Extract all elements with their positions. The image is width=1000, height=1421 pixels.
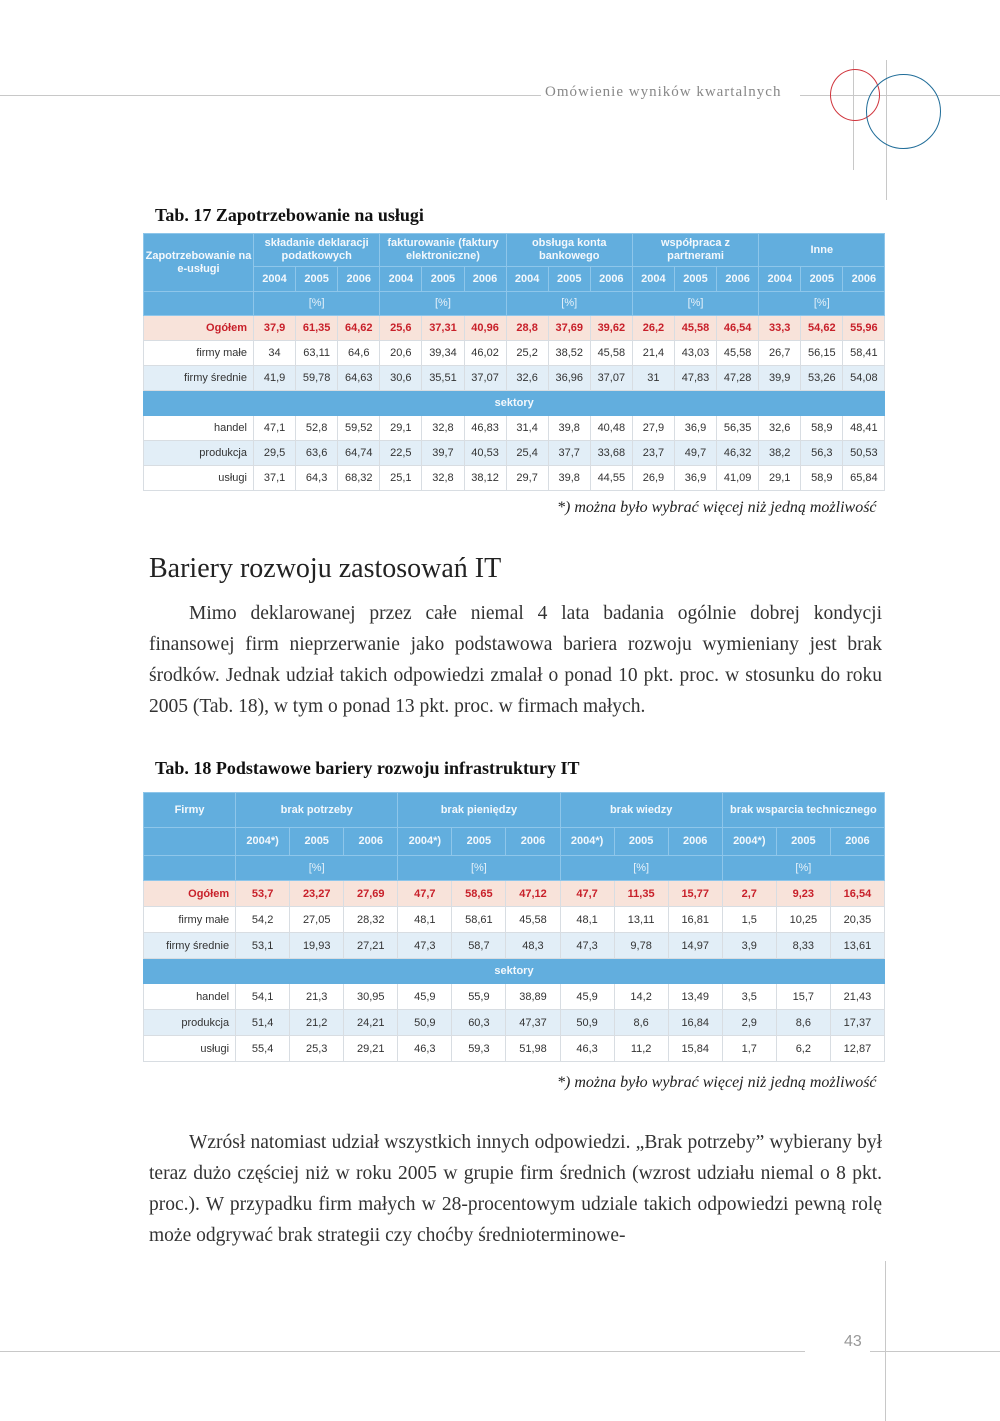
- cell-value: 6,2: [776, 1036, 830, 1062]
- cell-value: 46,32: [717, 441, 759, 466]
- cell-value: 39,9: [759, 366, 801, 391]
- section-title: Bariery rozwoju zastosowań IT: [149, 553, 502, 584]
- cell-value: 47,37: [506, 1010, 560, 1036]
- table-18-empty-header: [144, 856, 236, 881]
- table-17-year-header: 2006: [590, 267, 632, 292]
- cell-value: 14,2: [614, 984, 668, 1010]
- table-17-empty-header: [144, 292, 254, 316]
- table-18-year-header: 2005: [614, 828, 668, 856]
- table-17-group-header: Inne: [759, 234, 885, 267]
- table-18-unit-header: [%]: [560, 856, 722, 881]
- cell-value: 58,9: [801, 416, 843, 441]
- cell-value: 58,9: [801, 466, 843, 491]
- cell-value: 28,32: [344, 907, 398, 933]
- table-17-year-header: 2005: [548, 267, 590, 292]
- cell-value: 47,7: [560, 881, 614, 907]
- footer-rule-right: [870, 1351, 1000, 1352]
- cell-value: 3,5: [722, 984, 776, 1010]
- cell-value: 33,3: [759, 316, 801, 341]
- cell-value: 10,25: [776, 907, 830, 933]
- cell-value: 16,81: [668, 907, 722, 933]
- row-label: Ogółem: [144, 316, 254, 341]
- table-18-group-header: brak wiedzy: [560, 793, 722, 828]
- cell-value: 58,65: [452, 881, 506, 907]
- table-17-year-header: 2006: [464, 267, 506, 292]
- table-17-unit-header: [%]: [254, 292, 380, 316]
- cell-value: 39,34: [422, 341, 464, 366]
- cell-value: 27,05: [290, 907, 344, 933]
- cell-value: 29,21: [344, 1036, 398, 1062]
- cell-value: 65,84: [843, 466, 885, 491]
- row-label: usługi: [144, 1036, 236, 1062]
- cell-value: 13,61: [830, 933, 884, 959]
- table-17-footnote: *) można było wybrać więcej niż jedną możliwość: [557, 499, 877, 516]
- paragraph-2: Wzrósł natomiast udział wszystkich innych odpowiedzi. „Brak potrzeby” wybierany był teraz dużo częściej niż w roku 2005 w grupie firm średnich (wzrost udziału niemal o 8 pkt. proc.). W przypadku firm małych w 28-procentowym udziale takich odpowiedzi pewną rolę może odgrywać brak strategii czy choćby średnioterminowe-: [149, 1132, 882, 1246]
- cell-value: 48,41: [843, 416, 885, 441]
- cell-value: 50,53: [843, 441, 885, 466]
- cell-value: 64,62: [338, 316, 380, 341]
- table-18-footnote: *) można było wybrać więcej niż jedną możliwość: [557, 1074, 877, 1091]
- table-17-sector-row: [144, 391, 885, 416]
- cell-value: 12,87: [830, 1036, 884, 1062]
- cell-value: 32,8: [422, 416, 464, 441]
- table-18-empty-header: [144, 828, 236, 856]
- cell-value: 46,3: [560, 1036, 614, 1062]
- cell-value: 54,08: [843, 366, 885, 391]
- paragraph-1: Mimo deklarowanej przez całe niemal 4 lata badania ogólnie dobrej kondycji finansowej firm nieprzerwanie jako podstawowa bariera rozwoju wymieniany jest brak środków. Jednak udział takich odpowiedzi zmalał o ponad 10 pkt. proc. w stosunku do roku 2005 (Tab. 18), w tym o ponad 13 pkt. proc. w firmach małych.: [149, 603, 882, 717]
- cell-value: 40,53: [464, 441, 506, 466]
- table-17-row: [144, 366, 885, 391]
- table-18-year-header: 2006: [830, 828, 884, 856]
- cell-value: 32,6: [759, 416, 801, 441]
- cell-value: 1,5: [722, 907, 776, 933]
- table-17-group-header: składanie deklaracji podatkowych: [254, 234, 380, 267]
- table-18-unit-header: [%]: [398, 856, 560, 881]
- cell-value: 25,6: [380, 316, 422, 341]
- cell-value: 21,4: [632, 341, 674, 366]
- cell-value: 11,35: [614, 881, 668, 907]
- table-18-year-header: 2006: [668, 828, 722, 856]
- cell-value: 16,54: [830, 881, 884, 907]
- cell-value: 54,62: [801, 316, 843, 341]
- cell-value: 37,9: [254, 316, 296, 341]
- footer-vertical-rule: [885, 1261, 886, 1421]
- running-header: Omówienie wyników kwartalnych: [541, 84, 785, 101]
- cell-value: 63,11: [296, 341, 338, 366]
- cell-value: 64,6: [338, 341, 380, 366]
- table-17-year-header: 2004: [380, 267, 422, 292]
- cell-value: 25,3: [290, 1036, 344, 1062]
- cell-value: 48,1: [398, 907, 452, 933]
- cell-value: 35,51: [422, 366, 464, 391]
- table-17-year-header: 2005: [801, 267, 843, 292]
- cell-value: 56,15: [801, 341, 843, 366]
- row-label: Ogółem: [144, 881, 236, 907]
- cell-value: 33,68: [590, 441, 632, 466]
- cell-value: 59,78: [296, 366, 338, 391]
- cell-value: 25,2: [506, 341, 548, 366]
- table-18-year-header: 2005: [290, 828, 344, 856]
- table-18-sector-row: [144, 959, 885, 984]
- cell-value: 38,12: [464, 466, 506, 491]
- row-label: firmy średnie: [144, 933, 236, 959]
- cell-value: 56,3: [801, 441, 843, 466]
- table-18-unit-header: [%]: [236, 856, 398, 881]
- cell-value: 28,8: [506, 316, 548, 341]
- cell-value: 15,84: [668, 1036, 722, 1062]
- cell-value: 47,3: [560, 933, 614, 959]
- cell-value: 50,9: [560, 1010, 614, 1036]
- table-18-group-header: brak potrzeby: [236, 793, 398, 828]
- table-17-year-header: 2006: [717, 267, 759, 292]
- cell-value: 22,5: [380, 441, 422, 466]
- cell-value: 11,2: [614, 1036, 668, 1062]
- cell-value: 48,3: [506, 933, 560, 959]
- footer-rule-left: [0, 1351, 805, 1352]
- table-17-year-header: 2004: [759, 267, 801, 292]
- cell-value: 38,52: [548, 341, 590, 366]
- cell-value: 58,7: [452, 933, 506, 959]
- cell-value: 46,83: [464, 416, 506, 441]
- cell-value: 36,96: [548, 366, 590, 391]
- cell-value: 23,27: [290, 881, 344, 907]
- table-17-year-header: 2004: [506, 267, 548, 292]
- cell-value: 64,63: [338, 366, 380, 391]
- table-18-row-header: Firmy: [144, 793, 236, 828]
- table-18-year-header: 2004*): [722, 828, 776, 856]
- cell-value: 21,2: [290, 1010, 344, 1036]
- table-17: [143, 233, 885, 491]
- cell-value: 45,58: [590, 341, 632, 366]
- row-label: firmy średnie: [144, 366, 254, 391]
- cell-value: 39,62: [590, 316, 632, 341]
- row-label: handel: [144, 984, 236, 1010]
- cell-value: 25,1: [380, 466, 422, 491]
- table-18-row: [144, 984, 885, 1010]
- table-17-row: [144, 341, 885, 366]
- cell-value: 19,93: [290, 933, 344, 959]
- table-17-year-header: 2004: [632, 267, 674, 292]
- cell-value: 55,4: [236, 1036, 290, 1062]
- cell-value: 14,97: [668, 933, 722, 959]
- table-17-year-header: 2005: [296, 267, 338, 292]
- table-18-group-header: brak pieniędzy: [398, 793, 560, 828]
- cell-value: 41,09: [717, 466, 759, 491]
- row-label: firmy małe: [144, 907, 236, 933]
- cell-value: 53,26: [801, 366, 843, 391]
- cell-value: 37,07: [464, 366, 506, 391]
- cell-value: 15,77: [668, 881, 722, 907]
- cell-value: 41,9: [254, 366, 296, 391]
- cell-value: 39,8: [548, 416, 590, 441]
- cell-value: 21,3: [290, 984, 344, 1010]
- table-18-year-header: 2004*): [560, 828, 614, 856]
- cell-value: 37,7: [548, 441, 590, 466]
- cell-value: 36,9: [674, 416, 716, 441]
- table-18-group-header: brak wsparcia technicznego: [722, 793, 884, 828]
- row-label: produkcja: [144, 441, 254, 466]
- cell-value: 45,58: [717, 341, 759, 366]
- table-18-row: [144, 881, 885, 907]
- page-number: 43: [840, 1333, 866, 1351]
- table-17-year-header: 2005: [422, 267, 464, 292]
- cell-value: 26,9: [632, 466, 674, 491]
- table-17-unit-header: [%]: [380, 292, 506, 316]
- cell-value: 47,12: [506, 881, 560, 907]
- cell-value: 23,7: [632, 441, 674, 466]
- cell-value: 61,35: [296, 316, 338, 341]
- cell-value: 53,7: [236, 881, 290, 907]
- table-18-year-header: 2006: [506, 828, 560, 856]
- cell-value: 25,4: [506, 441, 548, 466]
- cell-value: 46,54: [717, 316, 759, 341]
- row-label: handel: [144, 416, 254, 441]
- cell-value: 17,37: [830, 1010, 884, 1036]
- cell-value: 60,3: [452, 1010, 506, 1036]
- cell-value: 39,7: [422, 441, 464, 466]
- table-17-group-header: fakturowanie (faktury elektroniczne): [380, 234, 506, 267]
- cell-value: 45,58: [674, 316, 716, 341]
- table-18-row: [144, 933, 885, 959]
- cell-value: 30,6: [380, 366, 422, 391]
- cell-value: 47,83: [674, 366, 716, 391]
- row-label: firmy małe: [144, 341, 254, 366]
- cell-value: 8,6: [614, 1010, 668, 1036]
- table-18-row: [144, 1010, 885, 1036]
- table-18-row: [144, 907, 885, 933]
- cell-value: 34: [254, 341, 296, 366]
- cell-value: 2,7: [722, 881, 776, 907]
- cell-value: 36,9: [674, 466, 716, 491]
- cell-value: 59,52: [338, 416, 380, 441]
- cell-value: 47,1: [254, 416, 296, 441]
- cell-value: 37,1: [254, 466, 296, 491]
- cell-value: 50,9: [398, 1010, 452, 1036]
- cell-value: 51,4: [236, 1010, 290, 1036]
- cell-value: 54,2: [236, 907, 290, 933]
- cell-value: 47,7: [398, 881, 452, 907]
- cell-value: 51,98: [506, 1036, 560, 1062]
- cell-value: 24,21: [344, 1010, 398, 1036]
- cell-value: 49,7: [674, 441, 716, 466]
- cell-value: 26,7: [759, 341, 801, 366]
- cell-value: 48,1: [560, 907, 614, 933]
- cell-value: 15,7: [776, 984, 830, 1010]
- cell-value: 54,1: [236, 984, 290, 1010]
- table-17-unit-header: [%]: [632, 292, 758, 316]
- cell-value: 27,69: [344, 881, 398, 907]
- cell-value: 9,78: [614, 933, 668, 959]
- cell-value: 32,6: [506, 366, 548, 391]
- cell-value: 53,1: [236, 933, 290, 959]
- table-17-unit-header: [%]: [759, 292, 885, 316]
- cell-value: 45,58: [506, 907, 560, 933]
- cell-value: 16,84: [668, 1010, 722, 1036]
- cell-value: 21,43: [830, 984, 884, 1010]
- table-17-sector-label: sektory: [144, 391, 885, 416]
- table-17-row: [144, 316, 885, 341]
- cell-value: 59,3: [452, 1036, 506, 1062]
- cell-value: 13,49: [668, 984, 722, 1010]
- cell-value: 2,9: [722, 1010, 776, 1036]
- table-17-group-header: obsługa konta bankowego: [506, 234, 632, 267]
- cell-value: 52,8: [296, 416, 338, 441]
- cell-value: 29,5: [254, 441, 296, 466]
- table-18-year-header: 2004*): [398, 828, 452, 856]
- cell-value: 31,4: [506, 416, 548, 441]
- cell-value: 13,11: [614, 907, 668, 933]
- cell-value: 29,7: [506, 466, 548, 491]
- cell-value: 8,33: [776, 933, 830, 959]
- cell-value: 56,35: [717, 416, 759, 441]
- cell-value: 46,02: [464, 341, 506, 366]
- cell-value: 37,31: [422, 316, 464, 341]
- cell-value: 43,03: [674, 341, 716, 366]
- cell-value: 9,23: [776, 881, 830, 907]
- cell-value: 64,74: [338, 441, 380, 466]
- header-rule-left: [0, 95, 545, 96]
- cell-value: 63,6: [296, 441, 338, 466]
- table-18-row: [144, 1036, 885, 1062]
- cell-value: 20,6: [380, 341, 422, 366]
- cell-value: 40,96: [464, 316, 506, 341]
- cell-value: 30,95: [344, 984, 398, 1010]
- blue-circle-ornament: [866, 74, 941, 149]
- cell-value: 29,1: [759, 466, 801, 491]
- table-17-row: [144, 441, 885, 466]
- cell-value: 45,9: [560, 984, 614, 1010]
- table-18: [143, 792, 885, 1062]
- table-17-year-header: 2006: [843, 267, 885, 292]
- cell-value: 32,8: [422, 466, 464, 491]
- table-18-unit-header: [%]: [722, 856, 884, 881]
- cell-value: 55,9: [452, 984, 506, 1010]
- cell-value: 31: [632, 366, 674, 391]
- table-18-year-header: 2004*): [236, 828, 290, 856]
- cell-value: 55,96: [843, 316, 885, 341]
- cell-value: 27,9: [632, 416, 674, 441]
- table-17-row: [144, 416, 885, 441]
- table-17-row-header: Zapotrzebowanie na e-usługi: [144, 234, 254, 292]
- cell-value: 29,1: [380, 416, 422, 441]
- table-17-year-header: 2006: [338, 267, 380, 292]
- cell-value: 45,9: [398, 984, 452, 1010]
- row-label: produkcja: [144, 1010, 236, 1036]
- cell-value: 1,7: [722, 1036, 776, 1062]
- cell-value: 46,3: [398, 1036, 452, 1062]
- cell-value: 38,89: [506, 984, 560, 1010]
- cell-value: 68,32: [338, 466, 380, 491]
- cell-value: 64,3: [296, 466, 338, 491]
- row-label: usługi: [144, 466, 254, 491]
- cell-value: 47,3: [398, 933, 452, 959]
- cell-value: 3,9: [722, 933, 776, 959]
- cell-value: 37,69: [548, 316, 590, 341]
- table-18-year-header: 2005: [452, 828, 506, 856]
- table-18-year-header: 2005: [776, 828, 830, 856]
- cell-value: 58,41: [843, 341, 885, 366]
- table-17-unit-header: [%]: [506, 292, 632, 316]
- table-17-title: Tab. 17 Zapotrzebowanie na usługi: [155, 205, 424, 225]
- cell-value: 44,55: [590, 466, 632, 491]
- cell-value: 40,48: [590, 416, 632, 441]
- table-18-title: Tab. 18 Podstawowe bariery rozwoju infrastruktury IT: [155, 758, 580, 778]
- table-18-sector-label: sektory: [144, 959, 885, 984]
- cell-value: 26,2: [632, 316, 674, 341]
- table-17-row: [144, 466, 885, 491]
- table-17-year-header: 2004: [254, 267, 296, 292]
- table-17-year-header: 2005: [674, 267, 716, 292]
- cell-value: 58,61: [452, 907, 506, 933]
- cell-value: 39,8: [548, 466, 590, 491]
- cell-value: 38,2: [759, 441, 801, 466]
- cell-value: 47,28: [717, 366, 759, 391]
- table-18-year-header: 2006: [344, 828, 398, 856]
- table-17-group-header: współpraca z partnerami: [632, 234, 758, 267]
- cell-value: 27,21: [344, 933, 398, 959]
- cell-value: 20,35: [830, 907, 884, 933]
- cell-value: 8,6: [776, 1010, 830, 1036]
- cell-value: 37,07: [590, 366, 632, 391]
